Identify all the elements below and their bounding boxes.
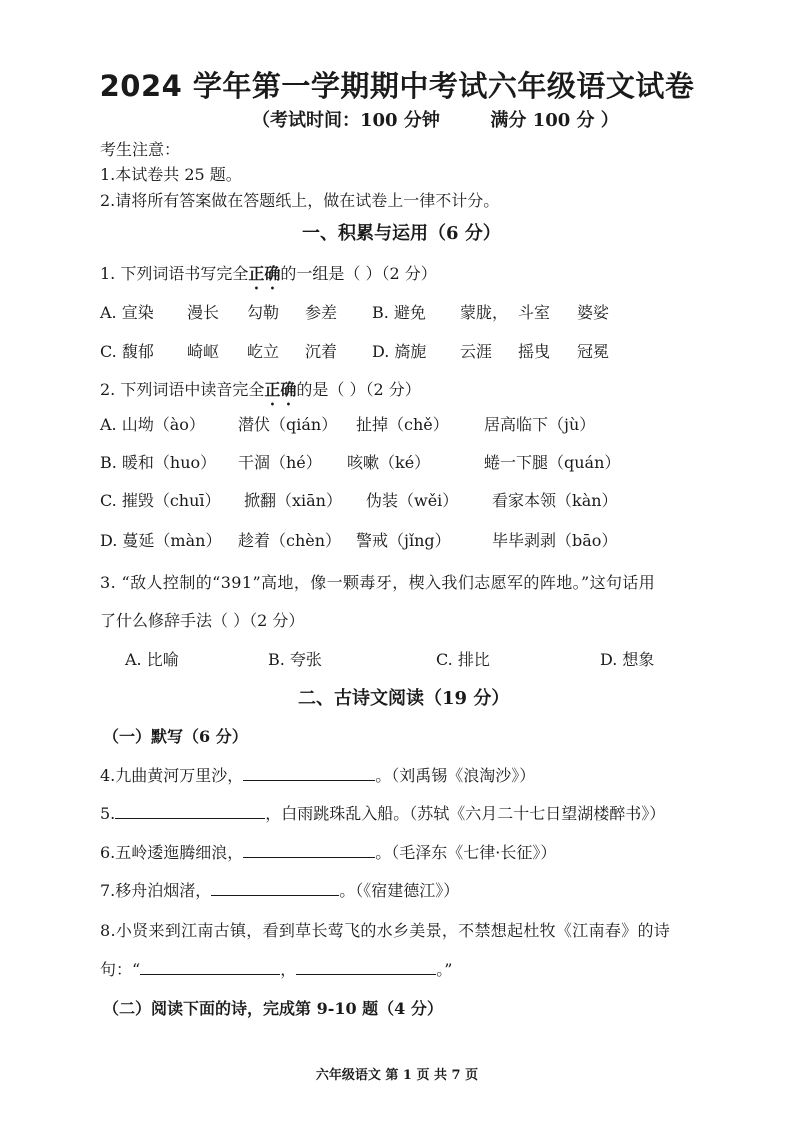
q8-answer-blank-2 <box>296 958 436 975</box>
q5-post: ，白雨跳珠乱入船。（苏轼《六月二十七日望湖楼醉书》） <box>265 804 666 823</box>
q8-post: 。” <box>436 960 453 979</box>
exam-subtitle <box>252 106 619 132</box>
q8-line1: 8.小贤来到江南古镇，看到草长莺飞的水乡美景，不禁想起杜牧《江南春》的诗 <box>100 921 671 940</box>
q1-row1-item: 参差 <box>305 303 338 322</box>
q8-pre: 句：“ <box>100 960 141 979</box>
q2-option: 趁着（chèn） <box>238 531 342 550</box>
q8-answer-blank-1 <box>140 958 280 975</box>
notice-heading: 考生注意： <box>100 140 181 159</box>
q1-row2-item: D. 旖旎 <box>372 342 427 361</box>
q1-row2-item: 摇曳 <box>518 342 551 361</box>
q2-option: 警戒（jǐng） <box>356 531 451 550</box>
q2-option: D. 蔓延（màn） <box>100 531 222 550</box>
q6 <box>100 840 556 863</box>
q2-option: 咳嗽（ké） <box>347 453 431 472</box>
q1-row2-item: 沉着 <box>305 342 338 361</box>
q3-option: C. 排比 <box>436 650 490 669</box>
q7 <box>100 878 459 901</box>
q3-line1: 3. “敌人控制的“391”高地，像一颗毒牙，楔入我们志愿军的阵地。”这句话用 <box>100 573 656 592</box>
q2-option: 干涸（hé） <box>238 453 322 472</box>
q1-row2-item: 屹立 <box>247 342 280 361</box>
q6-answer-blank <box>243 841 375 858</box>
q1-row1-item: A. 宣染 <box>100 303 154 322</box>
notice-item-2: 2.请将所有答案做在答题纸上，做在试卷上一律不计分。 <box>100 191 500 210</box>
q2-option: 居高临下（jù） <box>484 415 596 434</box>
section1-title: 一、积累与运用（6 分） <box>302 223 501 244</box>
q5 <box>100 801 665 824</box>
q1-stem-post: 的一组是（ ）（2 分） <box>280 264 437 283</box>
q1-stem-emph: 正确 <box>248 264 281 283</box>
q1-row1-item: B. 避免 <box>372 303 426 322</box>
exam-time: （考试时间：100 分钟 <box>252 110 440 131</box>
q1-row1-item: 蒙胧， <box>460 303 509 322</box>
q2-option: 看家本领（kàn） <box>492 491 618 510</box>
q3-line2: 了什么修辞手法（ ）（2 分） <box>100 611 305 630</box>
q1-stem <box>100 261 437 293</box>
q4-answer-blank <box>243 764 375 781</box>
q2-option: 掀翻（xiān） <box>244 491 342 510</box>
q2-stem-pre: 2. 下列词语中读音完全 <box>100 380 265 399</box>
q7-post: 。（《宿建德江》） <box>339 881 460 900</box>
section2-title: 二、古诗文阅读（19 分） <box>298 688 510 709</box>
q1-row1-item: 婆娑 <box>577 303 610 322</box>
q2-stem <box>100 377 421 409</box>
q2-option: 伪装（wěi） <box>366 491 459 510</box>
q2-option: B. 暖和（huo） <box>100 453 217 472</box>
q3-option: D. 想象 <box>600 650 655 669</box>
q1-row1-item: 漫长 <box>187 303 220 322</box>
q3-option: A. 比喻 <box>125 650 179 669</box>
q1-row2-item: C. 馥郁 <box>100 342 154 361</box>
q3-option: B. 夸张 <box>268 650 322 669</box>
q6-post: 。（毛泽东《七律·长征》） <box>375 843 557 862</box>
q2-option: 毕毕剥剥（bāo） <box>492 531 618 550</box>
section2-part2: （二）阅读下面的诗，完成第 9-10 题（4 分） <box>103 999 443 1018</box>
section2-part1: （一）默写（6 分） <box>103 727 248 746</box>
q8-line2 <box>100 957 452 980</box>
q1-row1-item: 勾勒 <box>247 303 280 322</box>
page-footer: 六年级语文 第 1 页 共 7 页 <box>315 1068 479 1083</box>
q5-pre: 5. <box>100 804 116 823</box>
q2-option: C. 摧毁（chuī） <box>100 491 221 510</box>
q2-option: A. 山坳（ào） <box>100 415 205 434</box>
q2-stem-emph: 正确 <box>264 380 297 399</box>
q2-option: 蜷一下腿（quán） <box>484 453 621 472</box>
exam-title: 2024 学年第一学期期中考试六年级语文试卷 <box>99 69 695 103</box>
q2-option: 潜伏（qián） <box>238 415 338 434</box>
q4 <box>100 763 535 786</box>
q4-post: 。（刘禹锡《浪淘沙》） <box>375 766 536 785</box>
q2-stem-post: 的是（ ）（2 分） <box>296 380 421 399</box>
q1-row2-item: 冠冕 <box>577 342 610 361</box>
q1-stem-pre: 1. 下列词语书写完全 <box>100 264 249 283</box>
q2-option: 扯掉（chě） <box>356 415 449 434</box>
q1-row2-item: 崎岖 <box>187 342 220 361</box>
q7-pre: 7.移舟泊烟渚， <box>100 881 212 900</box>
q6-pre: 6.五岭逶迤腾细浪， <box>100 843 244 862</box>
q1-row1-item: 斗室 <box>518 303 551 322</box>
q5-answer-blank <box>115 802 265 819</box>
q7-answer-blank <box>211 879 339 896</box>
notice-item-1: 1.本试卷共 25 题。 <box>100 165 242 184</box>
q4-pre: 4.九曲黄河万里沙， <box>100 766 244 785</box>
q1-row2-item: 云涯 <box>460 342 493 361</box>
exam-score: 满分 100 分 ） <box>490 110 619 131</box>
q8-mid: ， <box>280 960 297 979</box>
